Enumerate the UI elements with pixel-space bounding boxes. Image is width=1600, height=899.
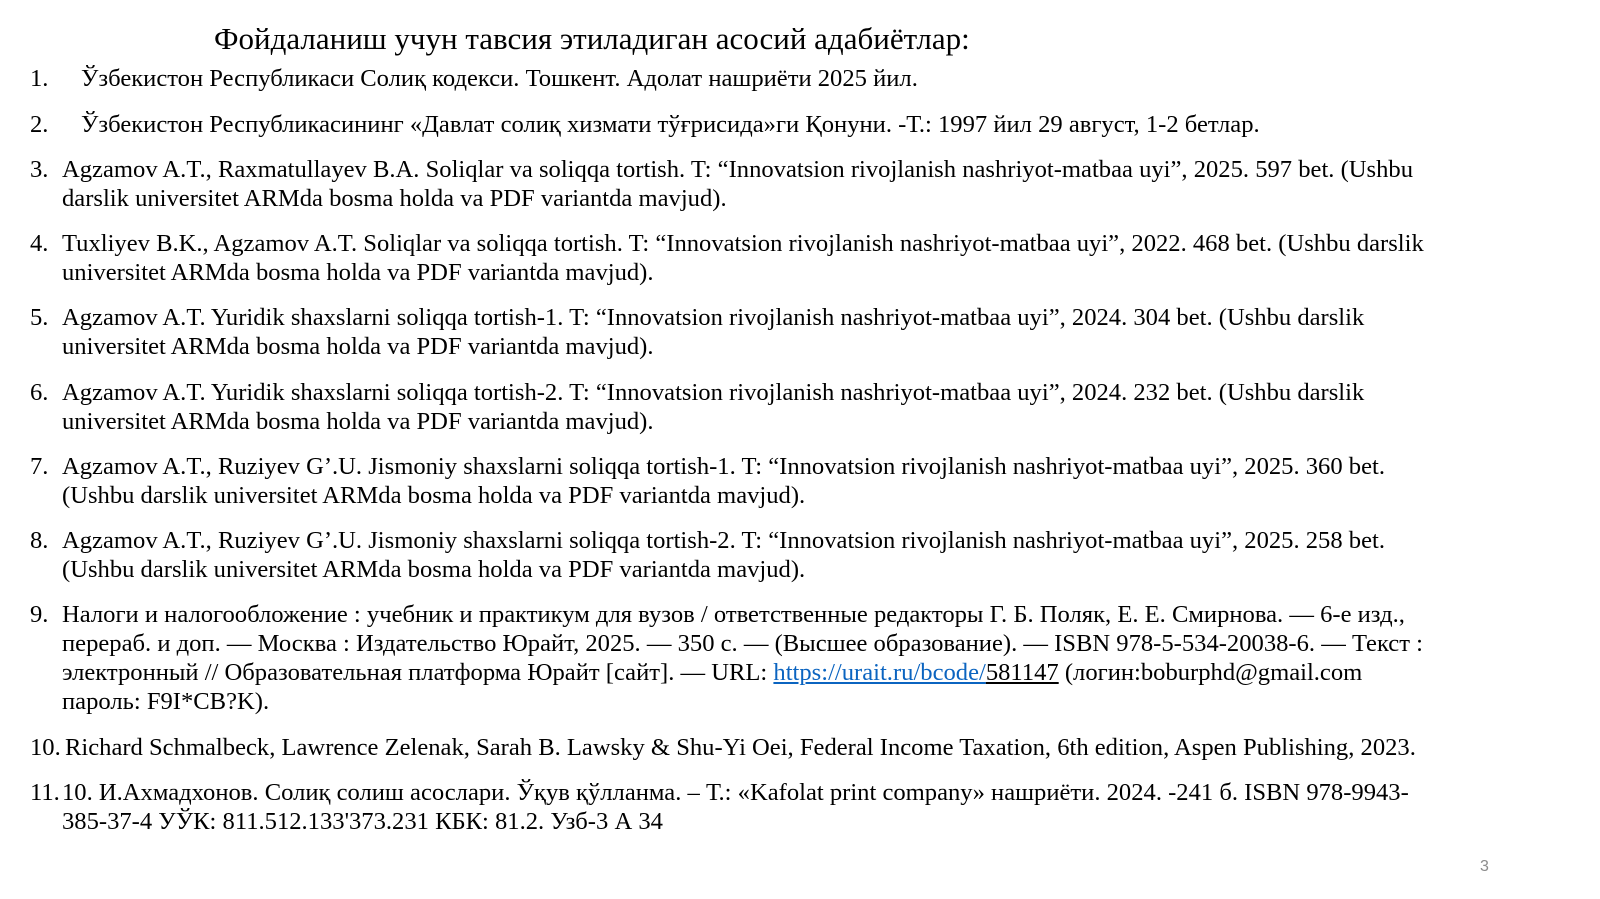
reference-text	[62, 778, 1560, 836]
reference-line: 10. И.Ахмадхонов. Солиқ солиш асослари. Ўқув қўлланма. – Т.: «Kafolat print company» нашриёти. 2024. -241 б. ISBN 978-9943-	[62, 779, 1409, 806]
reference-line: universitet ARMda bosma holda va PDF variantda mavjud).	[62, 259, 654, 286]
reference-line: universitet ARMda bosma holda va PDF variantda mavjud).	[62, 333, 654, 360]
reference-line: (Ushbu darslik universitet ARMda bosma holda va PDF variantda mavjud).	[62, 482, 806, 509]
reference-line: (Ushbu darslik universitet ARMda bosma holda va PDF variantda mavjud).	[62, 556, 806, 583]
reference-line	[62, 659, 1362, 686]
reference-item-2	[30, 110, 1560, 139]
reference-text	[62, 303, 1560, 361]
reference-text	[62, 600, 1560, 716]
reference-line: Agzamov A.T., Ruziyev G’.U. Jismoniy shaxslarni soliqqa tortish-1. T: “Innovatsion rivojlanish nashriyot-matbaa uyi”, 2025. 360 bet.	[62, 453, 1385, 480]
reference-text	[62, 378, 1560, 436]
reference-number: 10.	[30, 734, 61, 761]
reference-text	[62, 155, 1560, 213]
reference-number: 2.	[30, 111, 49, 138]
reference-item-1	[30, 64, 1560, 93]
reference-text: Richard Schmalbeck, Lawrence Zelenak, Sarah B. Lawsky & Shu-Yi Oei, Federal Income Taxation, 6th edition, Aspen Publishing, 2023.	[65, 734, 1416, 761]
reference-text: Ўзбекистон Республикасининг «Давлат солиқ хизмати тўғрисида»ги Қонуни. -Т.: 1997 йил 29 август, 1-2 бетлар.	[81, 111, 1260, 138]
reference-text: Ўзбекистон Республикаси Солиқ кодекси. Тошкент. Адолат нашриёти 2025 йил.	[81, 65, 918, 92]
login-text: (логин:boburphd@gmail.com	[1058, 659, 1363, 686]
reference-item-9	[30, 600, 1560, 716]
reference-number: 3.	[30, 156, 49, 183]
reference-line: пароль: F9I*CB?K).	[62, 688, 270, 715]
reference-line: Agzamov A.T., Raxmatullayev B.A. Soliqlar va soliqqa tortish. T: “Innovatsion rivojlanish nashriyot-matbaa uyi”, 2025. 597 bet. (Ushbu	[62, 156, 1413, 183]
reference-item-4	[30, 229, 1560, 287]
reference-line: перераб. и доп. — Москва : Издательство Юрайт, 2025. — 350 с. — (Высшее образование). — ISBN 978-5-534-20038-6. — Текст :	[62, 630, 1423, 657]
reference-line: Agzamov A.T. Yuridik shaxslarni soliqqa tortish-2. T: “Innovatsion rivojlanish nashriyot-matbaa uyi”, 2024. 232 bet. (Ushbu darslik	[62, 379, 1365, 406]
urait-link[interactable]: https://urait.ru/bcode/	[773, 659, 986, 686]
page-title: Фойдаланиш учун тавсия этиладиган асосий адабиётлар:	[214, 21, 970, 56]
reference-item-3	[30, 155, 1560, 213]
page-number: 3	[1480, 858, 1489, 875]
reference-item-5	[30, 303, 1560, 361]
reference-item-7	[30, 452, 1560, 510]
reference-line: darslik universitet ARMda bosma holda va PDF variantda mavjud).	[62, 185, 727, 212]
reference-line: Tuxliyev B.K., Agzamov A.T. Soliqlar va soliqqa tortish. T: “Innovatsion rivojlanish nashriyot-matbaa uyi”, 2022. 468 bet. (Ushbu darslik	[62, 230, 1424, 257]
reference-item-6	[30, 378, 1560, 436]
reference-text	[62, 229, 1560, 287]
reference-line: Agzamov A.T., Ruziyev G’.U. Jismoniy shaxslarni soliqqa tortish-2. T: “Innovatsion rivojlanish nashriyot-matbaa uyi”, 2025. 258 bet.	[62, 527, 1385, 554]
urait-book-id: 581147	[985, 659, 1059, 686]
reference-number: 9.	[30, 601, 49, 628]
reference-line: Налоги и налогообложение : учебник и практикум для вузов / ответственные редакторы Г. Б. Поляк, Е. Е. Смирнова. — 6-е изд.,	[62, 601, 1405, 628]
reference-number: 4.	[30, 230, 49, 257]
reference-line: Agzamov A.T. Yuridik shaxslarni soliqqa tortish-1. T: “Innovatsion rivojlanish nashriyot-matbaa uyi”, 2024. 304 bet. (Ushbu darslik	[62, 304, 1365, 331]
reference-line-text: электронный // Образовательная платформа Юрайт [сайт]. — URL:	[62, 659, 774, 686]
reference-text	[62, 526, 1560, 584]
reference-number: 8.	[30, 527, 49, 554]
reference-number: 1.	[30, 65, 49, 92]
reference-text	[62, 452, 1560, 510]
reference-item-8	[30, 526, 1560, 584]
reference-item-10	[30, 733, 1560, 762]
reference-line: 385-37-4 УЎК: 811.512.133'373.231 КБК: 81.2. Узб-3 А 34	[62, 808, 663, 835]
reference-number: 5.	[30, 304, 49, 331]
reference-number: 7.	[30, 453, 49, 480]
reference-number: 11.	[30, 779, 60, 806]
reference-item-11	[30, 778, 1560, 836]
reference-line: universitet ARMda bosma holda va PDF variantda mavjud).	[62, 408, 654, 435]
reference-number: 6.	[30, 379, 49, 406]
